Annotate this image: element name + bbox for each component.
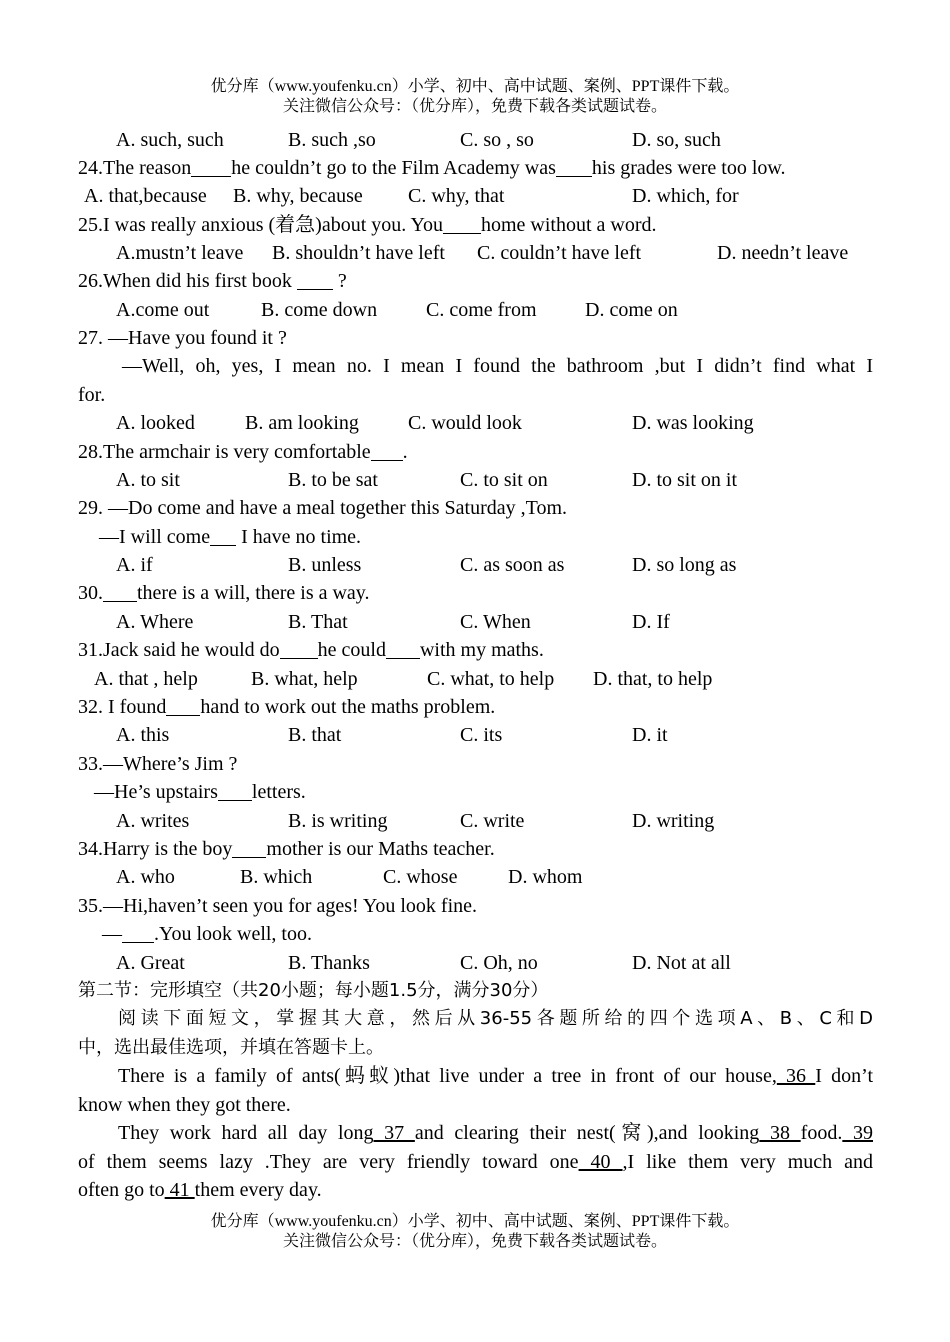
blank-41: 41 xyxy=(164,1179,195,1201)
q33-stem-1: 33.—Where’s Jim ? xyxy=(78,753,238,775)
q31-option-b: B. what, help xyxy=(251,668,358,690)
q32-option-c: C. its xyxy=(460,724,503,746)
q25-option-b: B. shouldn’t have left xyxy=(272,242,445,264)
q30-option-a: A. Where xyxy=(116,611,194,633)
blank xyxy=(218,779,252,801)
q32-option-b: B. that xyxy=(288,724,342,746)
q31-stem: 31.Jack said he would do he could with my maths. xyxy=(78,639,544,661)
q24-option-c: C. why, that xyxy=(408,185,505,207)
q31-option-a: A. that , help xyxy=(94,668,198,690)
section2-instruction-1: 阅读下面短文，掌握其大意，然后从36-55各题所给的四个选项A、B、C和D xyxy=(118,1008,873,1029)
page-header xyxy=(0,77,950,117)
blank-40: 40 xyxy=(578,1151,623,1173)
q33-option-c: C. write xyxy=(460,810,525,832)
q25-stem: 25.I was really anxious (着急)about you. You home without a word. xyxy=(78,214,657,236)
blank-39: 39 xyxy=(842,1122,873,1144)
section2-instruction-2: 中，选出最佳选项，并填在答题卡上。 xyxy=(78,1037,384,1058)
passage-line-1: There is a family of ants(蚂蚁)that live under a tree in front of our house, 36 I don’t xyxy=(118,1065,874,1087)
blank-37: 37 xyxy=(373,1122,415,1144)
q27-option-d: D. was looking xyxy=(632,412,754,434)
q28-option-b: B. to be sat xyxy=(288,469,378,491)
q24-option-a: A. that,because xyxy=(84,185,207,207)
q32-option-d: D. it xyxy=(632,724,668,746)
q27-option-b: B. am looking xyxy=(245,412,359,434)
q35-option-a: A. Great xyxy=(116,952,185,974)
q34-option-d: D. whom xyxy=(508,866,583,888)
q30-option-d: D. If xyxy=(632,611,670,633)
page-footer xyxy=(0,1212,950,1252)
blank xyxy=(166,694,200,716)
q28-option-c: C. to sit on xyxy=(460,469,548,491)
q23-option-c: C. so , so xyxy=(460,129,534,151)
q23-option-a: A. such, such xyxy=(116,129,224,151)
q24-option-d: D. which, for xyxy=(632,185,739,207)
blank xyxy=(386,637,420,659)
q30-stem: 30. there is a will, there is a way. xyxy=(78,582,370,604)
q31-option-c: C. what, to help xyxy=(427,668,555,690)
q26-option-b: B. come down xyxy=(261,299,378,321)
blank xyxy=(556,155,592,177)
q29-option-b: B. unless xyxy=(288,554,362,576)
q26-option-d: D. come on xyxy=(585,299,678,321)
q25-option-d: D. needn’t leave xyxy=(717,242,849,264)
q27-option-c: C. would look xyxy=(408,412,522,434)
q31-option-d: D. that, to help xyxy=(593,668,713,690)
q26-option-c: C. come from xyxy=(426,299,537,321)
q26-stem: 26.When did his first book ? xyxy=(78,270,347,292)
section2-title: 第二节：完形填空（共20小题；每小题1.5分，满分30分） xyxy=(78,980,549,1001)
blank xyxy=(297,268,333,290)
blank-36: 36 xyxy=(776,1065,816,1087)
q27-stem-1: 27. —Have you found it ? xyxy=(78,327,287,349)
q33-stem-2: —He’s upstairs letters. xyxy=(94,781,306,803)
q27-stem-2: —Well, oh, yes, I mean no. I mean I found the bathroom ,but I didn’t find what I xyxy=(122,355,873,377)
blank xyxy=(371,439,403,461)
blank-38: 38 xyxy=(759,1122,801,1144)
header-line-1: 优分库（www.youfenku.cn）小学、初中、高中试题、案例、PPT课件下载。 xyxy=(210,78,740,95)
blank xyxy=(191,155,231,177)
header-line-2: 关注微信公众号：（优分库），免费下载各类试题试卷。 xyxy=(282,98,667,115)
q24-stem: 24.The reason he couldn’t go to the Film Academy was his grades were too low. xyxy=(78,157,786,179)
q28-option-d: D. to sit on it xyxy=(632,469,738,491)
q29-stem-2: —I will come I have no time. xyxy=(99,526,362,548)
q33-option-a: A. writes xyxy=(116,810,190,832)
q26-option-a: A.come out xyxy=(116,299,210,321)
q25-option-c: C. couldn’t have left xyxy=(477,242,642,264)
blank xyxy=(280,637,318,659)
q28-option-a: A. to sit xyxy=(116,469,180,491)
q32-option-a: A. this xyxy=(116,724,170,746)
q32-stem: 32. I found hand to work out the maths problem. xyxy=(78,696,496,718)
q29-option-d: D. so long as xyxy=(632,554,737,576)
q34-option-c: C. whose xyxy=(383,866,458,888)
q27-stem-3: for. xyxy=(78,384,106,406)
q35-stem-1: 35.—Hi,haven’t seen you for ages! You look fine. xyxy=(78,895,478,917)
q23-option-d: D. so, such xyxy=(632,129,721,151)
q34-option-b: B. which xyxy=(240,866,313,888)
blank xyxy=(210,524,236,546)
q34-option-a: A. who xyxy=(116,866,175,888)
blank xyxy=(103,580,137,602)
q29-stem-1: 29. —Do come and have a meal together this Saturday ,Tom. xyxy=(78,497,568,519)
passage-line-3: They work hard all day long 37 and clearing their nest(窝),and looking 38 food. 39 xyxy=(118,1122,873,1144)
q35-option-c: C. Oh, no xyxy=(460,952,538,974)
q25-option-a: A.mustn’t leave xyxy=(116,242,244,264)
q29-option-c: C. as soon as xyxy=(460,554,565,576)
passage-line-2: know when they got there. xyxy=(78,1094,291,1116)
passage-line-5: often go to 41 them every day. xyxy=(78,1179,322,1201)
q34-stem: 34.Harry is the boy mother is our Maths teacher. xyxy=(78,838,495,860)
q23-option-b: B. such ,so xyxy=(288,129,376,151)
blank xyxy=(122,921,154,943)
q35-option-b: B. Thanks xyxy=(288,952,370,974)
blank xyxy=(232,836,266,858)
q35-stem-2: — .You look well, too. xyxy=(102,923,312,945)
passage-line-4: of them seems lazy .They are very friendly toward one 40 ,I like them very much and xyxy=(78,1151,874,1173)
blank xyxy=(443,212,481,234)
q29-option-a: A. if xyxy=(116,554,153,576)
q30-option-c: C. When xyxy=(460,611,531,633)
footer-line-1: 优分库（www.youfenku.cn）小学、初中、高中试题、案例、PPT课件下载。 xyxy=(210,1213,740,1230)
q33-option-d: D. writing xyxy=(632,810,715,832)
footer-line-2: 关注微信公众号：（优分库），免费下载各类试题试卷。 xyxy=(282,1233,667,1250)
q28-stem: 28.The armchair is very comfortable . xyxy=(78,441,408,463)
q27-option-a: A. looked xyxy=(116,412,195,434)
q35-option-d: D. Not at all xyxy=(632,952,731,974)
q33-option-b: B. is writing xyxy=(288,810,388,832)
q30-option-b: B. That xyxy=(288,611,348,633)
q24-option-b: B. why, because xyxy=(233,185,363,207)
